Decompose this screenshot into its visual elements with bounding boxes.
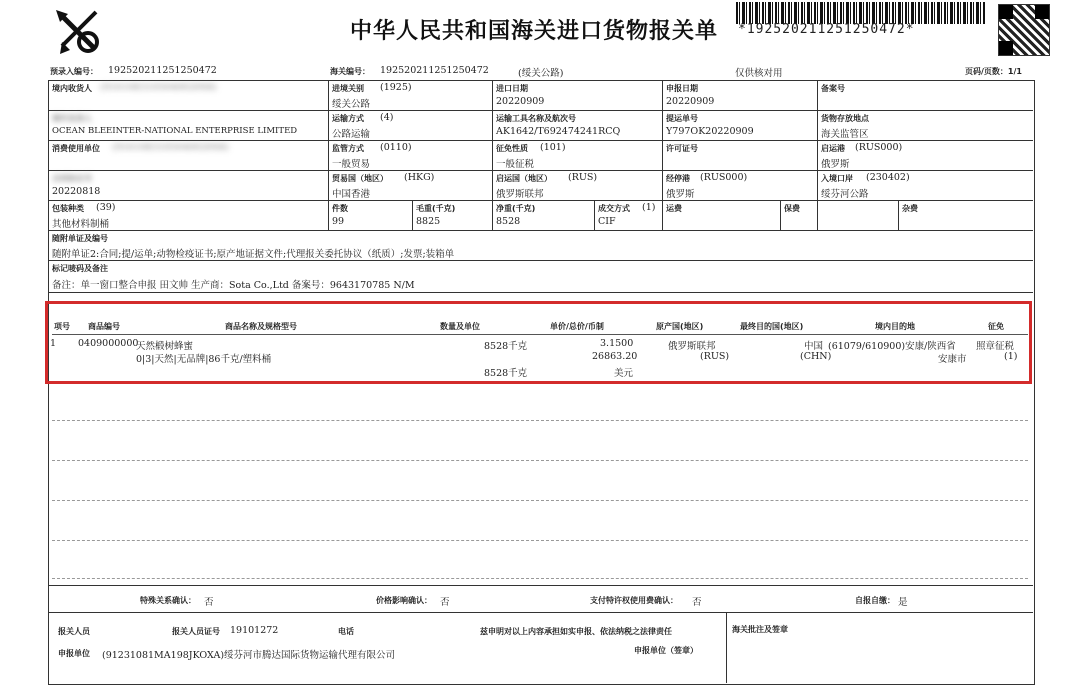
price-impact-value: 否 — [440, 597, 450, 608]
goods-domestic-city: 安康市 — [938, 354, 967, 365]
customs-approval-label: 海关批注及签章 — [732, 625, 788, 634]
trade-country-label: 贸易国（地区） — [332, 174, 388, 183]
supervision-code: (0110) — [380, 142, 412, 153]
package-value: 其他材料制桶 — [52, 219, 110, 230]
net-weight-value: 8528 — [496, 216, 521, 227]
goods-hs-code: 0409000000 — [78, 338, 139, 349]
trade-country-value: 中国香港 — [332, 189, 371, 200]
bill-value: Y797OK20220909 — [666, 126, 754, 137]
levy-value: 一般征税 — [496, 159, 535, 170]
transit-label: 经停港 — [666, 174, 690, 183]
customs-number: 192520211251250472 — [380, 65, 489, 76]
royalty-value: 否 — [692, 597, 702, 608]
copy-note: 仅供核对用 — [735, 68, 783, 79]
special-relation-value: 否 — [204, 597, 214, 608]
transport-code: (4) — [380, 112, 394, 123]
goods-item-no: 1 — [50, 338, 57, 349]
goods-qty-1: 8528千克 — [484, 341, 528, 352]
goods-header-dest: 最终目的国(地区) — [740, 322, 804, 331]
entry-customs-code: (1925) — [380, 82, 412, 93]
royalty-label: 支付特许权使用费确认： — [590, 596, 678, 605]
transit-value: 俄罗斯 — [666, 189, 695, 200]
customs-emblem-icon — [52, 6, 104, 58]
phone-label: 电话 — [338, 627, 354, 636]
origin-country-label: 启运国（地区） — [496, 174, 552, 183]
overseas-label: 境外发货人 — [52, 114, 92, 123]
goods-spec: 0|3|天然|无品牌|86千克/塑料桶 — [136, 354, 272, 365]
goods-unit-price: 3.1500 — [600, 338, 634, 349]
bill-label: 提运单号 — [666, 114, 698, 123]
package-code: (39) — [96, 202, 116, 213]
self-pay-value: 是 — [898, 597, 908, 608]
barcode-text: *192520211251250472* — [738, 22, 915, 37]
customs-name: (绥关公路) — [518, 68, 564, 79]
pieces-value: 99 — [332, 216, 345, 227]
pieces-label: 件数 — [332, 204, 348, 213]
package-label: 包装种类 — [52, 204, 84, 213]
consignee-code: (9161083105040020S8) — [100, 82, 217, 93]
entry-port-label: 入境口岸 — [821, 174, 853, 183]
highlight-box — [45, 301, 1032, 384]
marks-value: 备注：单一窗口整合申报 田文帅 生产商：Sota Co.,Ltd 备案号：9643170785 N/M — [52, 280, 415, 291]
gross-weight-label: 毛重(千克) — [416, 204, 456, 213]
license-label: 许可证号 — [666, 144, 698, 153]
goods-dest: 中国 — [804, 341, 824, 352]
goods-header-qty: 数量及单位 — [440, 322, 480, 331]
supervision-value: 一般贸易 — [332, 159, 371, 170]
vehicle-value: AK1642/T692474241RCQ — [496, 126, 621, 137]
qr-code-icon — [998, 4, 1050, 56]
barcode — [736, 2, 986, 24]
consumer-code: (9161083105040020S8) — [112, 142, 229, 153]
storage-value: 海关监管区 — [821, 129, 869, 140]
deal-value: CIF — [598, 216, 616, 227]
entry-port-code: (230402) — [866, 172, 910, 183]
entry-port-value: 绥芬河公路 — [821, 189, 869, 200]
prerecord-label: 预录入编号： — [50, 67, 98, 76]
depart-port-value: 俄罗斯 — [821, 159, 850, 170]
statement: 兹申明对以上内容承担如实申报、依法纳税之法律责任 — [480, 627, 672, 636]
special-relation-label: 特殊关系确认： — [140, 596, 196, 605]
depart-port-code: (RUS000) — [855, 142, 903, 153]
deal-label: 成交方式 — [598, 204, 630, 213]
depart-port-label: 启运港 — [821, 144, 845, 153]
price-impact-label: 价格影响确认： — [376, 596, 432, 605]
page-title: 中华人民共和国海关进口货物报关单 — [350, 19, 719, 44]
entry-customs-value: 绥关公路 — [332, 99, 371, 110]
import-date-value: 20220909 — [496, 96, 545, 107]
consignee-label: 境内收货人 — [52, 84, 92, 93]
goods-header-levy: 征免 — [988, 322, 1004, 331]
self-pay-label: 自报自缴： — [855, 596, 895, 605]
gross-weight-value: 8825 — [416, 216, 441, 227]
docs-value: 随附单证2:合同;提/运单;动物检疫证书;原产地证据文件;代理报关委托协议（纸质）;发票;装箱单 — [52, 249, 455, 260]
goods-total-price: 26863.20 — [592, 351, 638, 362]
customs-no-label: 海关编号： — [330, 67, 370, 76]
goods-header-domestic: 境内目的地 — [875, 322, 915, 331]
goods-header-item: 项号 — [54, 322, 70, 331]
net-weight-label: 净重(千克) — [496, 204, 536, 213]
record-label: 备案号 — [821, 84, 845, 93]
goods-header-price: 单价/总价/币制 — [550, 322, 604, 331]
goods-header-name: 商品名称及规格型号 — [225, 322, 297, 331]
marks-label: 标记唛码及备注 — [52, 264, 108, 273]
transit-code: (RUS000) — [700, 172, 748, 183]
trade-country-code: (HKG) — [404, 172, 435, 183]
declarant-cert-label: 报关人员证号 — [172, 627, 220, 636]
freight-label: 运费 — [666, 204, 682, 213]
transport-value: 公路运输 — [332, 129, 371, 140]
goods-levy-code: (1) — [1004, 351, 1018, 362]
insurance-label: 保费 — [784, 204, 800, 213]
import-date-label: 进口日期 — [496, 84, 528, 93]
declare-date-label: 申报日期 — [666, 84, 698, 93]
deal-code: (1) — [642, 202, 656, 213]
goods-currency: 美元 — [614, 368, 634, 379]
supervision-label: 监管方式 — [332, 144, 364, 153]
goods-header-origin: 原产国(地区) — [656, 322, 704, 331]
goods-name: 天然椴树蜂蜜 — [136, 341, 194, 352]
contract-label: 合同协议号 — [52, 174, 92, 183]
declare-date-value: 20220909 — [666, 96, 715, 107]
goods-header-hs: 商品编号 — [88, 322, 120, 331]
origin-country-code: (RUS) — [568, 172, 598, 183]
declare-unit-value: (91231081MA198JKOXA)绥芬河市腾达国际货物运输代理有限公司 — [102, 650, 396, 661]
goods-qty-2: 8528千克 — [484, 368, 528, 379]
declare-unit-label: 申报单位 — [58, 649, 90, 658]
levy-label: 征免性质 — [496, 144, 528, 153]
declare-sign-label: 申报单位（签章） — [634, 646, 698, 655]
overseas-value: OCEAN BLEEINTER-NATIONAL ENTERPRISE LIMITED — [52, 126, 298, 136]
prerecord-number: 192520211251250472 — [108, 65, 217, 76]
goods-levy: 照章征税 — [976, 341, 1015, 352]
docs-label: 随附单证及编号 — [52, 234, 108, 243]
goods-domestic: (61079/610900)安康/陕西省 — [828, 341, 956, 352]
misc-fee-label: 杂费 — [902, 204, 918, 213]
vehicle-label: 运输工具名称及航次号 — [496, 114, 576, 123]
consumer-label: 消费使用单位 — [52, 144, 100, 153]
page-count: 页码/页数：1/1 — [965, 67, 1022, 76]
transport-label: 运输方式 — [332, 114, 364, 123]
entry-customs-label: 进境关别 — [332, 84, 364, 93]
goods-origin-code: (RUS) — [700, 351, 730, 362]
contract-value: 20220818 — [52, 186, 101, 197]
origin-country-value: 俄罗斯联邦 — [496, 189, 544, 200]
levy-code: (101) — [540, 142, 566, 153]
goods-origin: 俄罗斯联邦 — [668, 341, 716, 352]
goods-dest-code: (CHN) — [800, 351, 832, 362]
declarant-label: 报关人员 — [58, 627, 90, 636]
storage-label: 货物存放地点 — [821, 114, 869, 123]
declarant-cert-value: 19101272 — [230, 625, 279, 636]
